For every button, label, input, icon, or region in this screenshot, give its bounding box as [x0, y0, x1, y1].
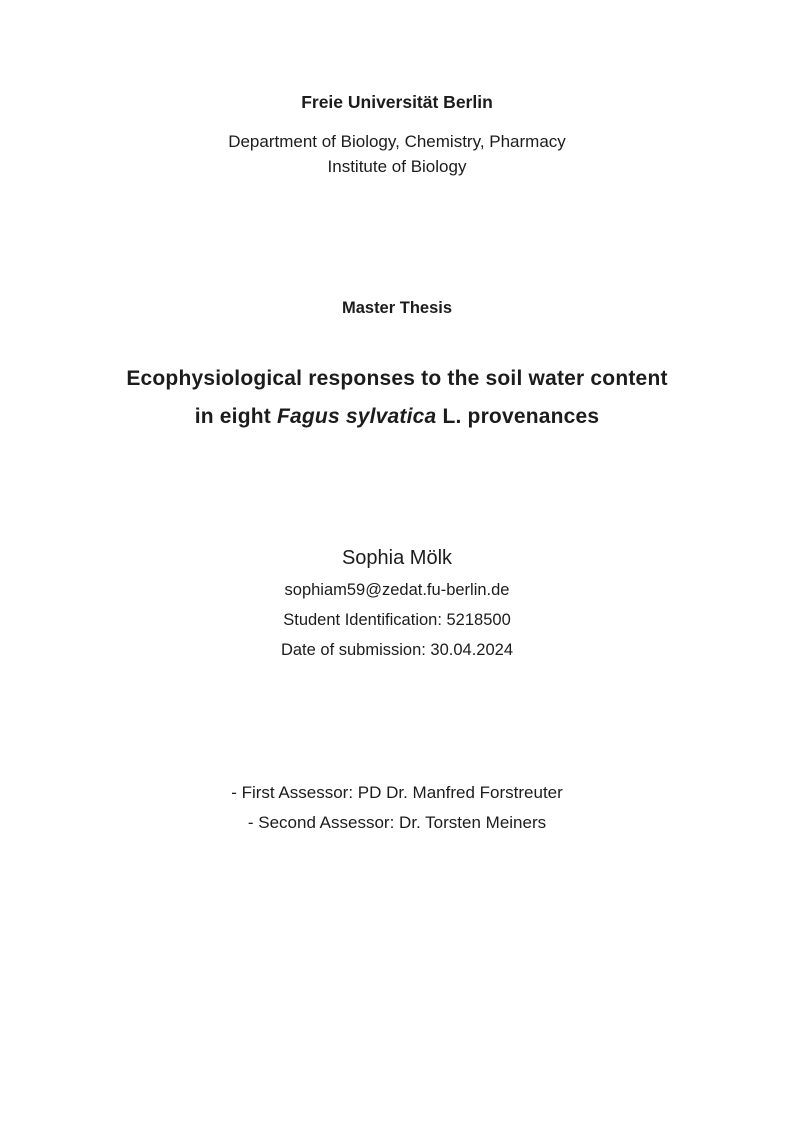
university-name: Freie Universität Berlin — [301, 92, 493, 112]
second-assessor-line: - Second Assessor: Dr. Torsten Meiners — [247, 813, 547, 832]
author-name: Sophia Mölk — [341, 547, 453, 569]
department-line: Department of Biology, Chemistry, Pharmacy — [228, 132, 566, 151]
submission-date-line: Date of submission: 30.04.2024 — [280, 641, 514, 659]
thesis-title-line2-prefix: in eight — [194, 405, 277, 428]
first-assessor-line: - First Assessor: PD Dr. Manfred Forstreuter — [231, 783, 563, 802]
thesis-title-species-name: Fagus sylvatica — [276, 405, 437, 428]
thesis-title-line2-suffix: L. provenances — [436, 405, 600, 428]
student-id-line: Student Identification: 5218500 — [283, 611, 511, 629]
thesis-title-line1: Ecophysiological responses to the soil water content — [126, 367, 668, 390]
institute-line: Institute of Biology — [327, 157, 467, 176]
author-email: sophiam59@zedat.fu-berlin.de — [284, 581, 510, 599]
thesis-title-line2 — [0, 403, 794, 431]
thesis-type-label: Master Thesis — [341, 299, 453, 317]
